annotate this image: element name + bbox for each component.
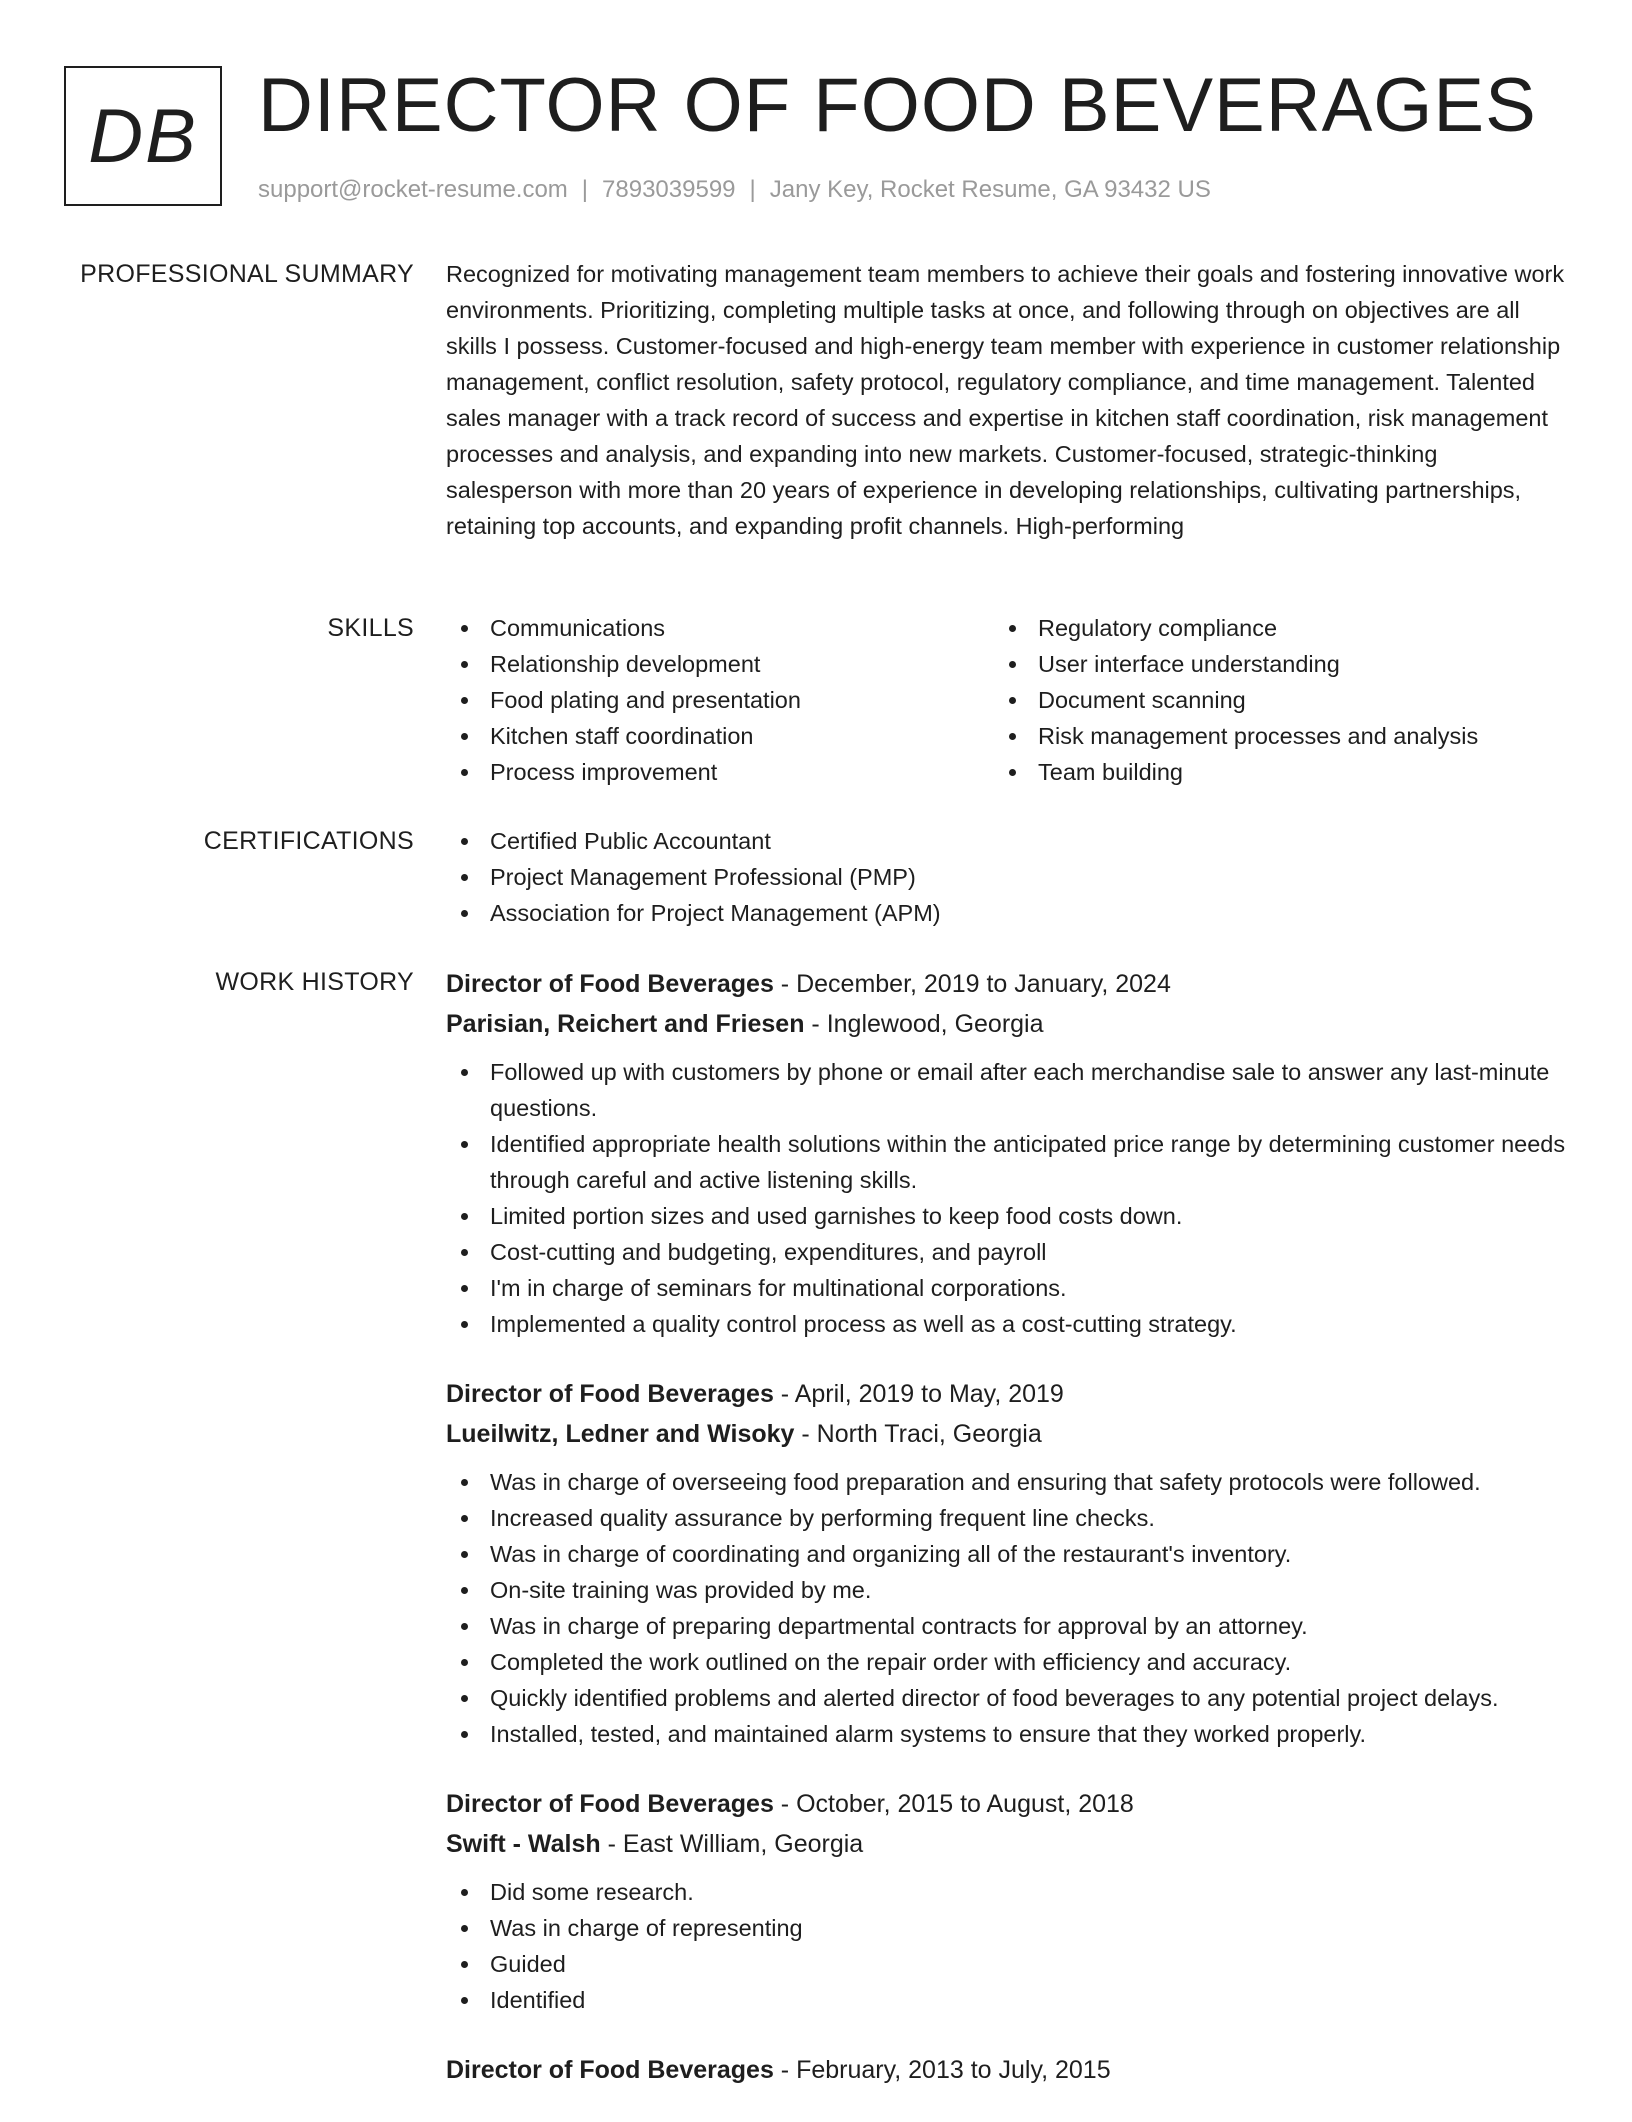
job-duty: Increased quality assurance by performing frequent line checks. (446, 1500, 1570, 1536)
job-duty: Identified (446, 1982, 1570, 2018)
job-duty: Was in charge of representing (446, 1910, 1570, 1946)
job-dates: - October, 2015 to August, 2018 (773, 1790, 1134, 1818)
job-duty: Cost-cutting and budgeting, expenditures, and payroll (446, 1234, 1570, 1270)
job-company: Lueilwitz, Ledner and Wisoky (446, 1420, 795, 1448)
summary-text: Recognized for motivating management team members to achieve their goals and fostering innovative work environments. Prioritizing, completing multiple tasks at once, and following through on objectives are all skills I possess. Customer-focused and high-energy team member with experience in customer relationship management, conflict resolution, safety protocol, regulatory compliance, and time management. Talented sales manager with a track record of success and expertise in kitchen staff coordination, risk management processes and analysis, and expanding into new markets. Customer-focused, strategic-thinking salesperson with more than 20 years of experience in developing relationships, cultivating partnerships, retaining top accounts, and expanding profit channels. High-performing (446, 261, 1565, 539)
job-duty: On-site training was provided by me. (446, 1572, 1570, 1608)
monogram-box (64, 66, 222, 206)
summary-heading: PROFESSIONAL SUMMARY (80, 260, 414, 288)
job-title-line (446, 1784, 1570, 1824)
job-title: Director of Food Beverages (446, 970, 774, 998)
job-duty: Guided (446, 1946, 1570, 1982)
job-duties (446, 1874, 1570, 2018)
job-company: Swift - Walsh (446, 1830, 601, 1858)
contact-phone: 7893039599 (602, 176, 736, 203)
resume-title: DIRECTOR OF FOOD BEVERAGES (258, 63, 1537, 148)
skill-item: Process improvement (446, 754, 994, 790)
job-company: Parisian, Reichert and Friesen (446, 1010, 805, 1038)
work-history-body (446, 964, 1570, 2122)
certification-item: Association for Project Management (APM) (446, 895, 1570, 931)
job-duty: I'm in charge of seminars for multinational corporations. (446, 1270, 1570, 1306)
job-duty: Did some research. (446, 1874, 1570, 1910)
skills-heading: SKILLS (327, 614, 414, 642)
job-company-line (446, 1004, 1570, 1044)
job-duty: Was in charge of preparing departmental contracts for approval by an attorney. (446, 1608, 1570, 1644)
contact-address: Jany Key, Rocket Resume, GA 93432 US (769, 176, 1211, 203)
job-title-line (446, 2050, 1570, 2090)
skill-item: Document scanning (994, 682, 1542, 718)
skill-item: Communications (446, 610, 994, 646)
job-dates: - April, 2019 to May, 2019 (773, 1380, 1064, 1408)
job-company-line (446, 1414, 1570, 1454)
skill-item: Kitchen staff coordination (446, 718, 994, 754)
job-location: - Inglewood, Georgia (804, 1010, 1044, 1038)
job-duty: Implemented a quality control process as well as a cost-cutting strategy. (446, 1306, 1570, 1342)
job-title-line (446, 964, 1570, 1004)
certification-item: Certified Public Accountant (446, 823, 1570, 859)
job-duties (446, 1464, 1570, 1752)
certification-item: Project Management Professional (PMP) (446, 859, 1570, 895)
certifications-heading: CERTIFICATIONS (203, 827, 414, 855)
contact-email: support@rocket-resume.com (258, 176, 568, 203)
job-title-line (446, 1374, 1570, 1414)
job-duty: Quickly identified problems and alerted director of food beverages to any potential project delays. (446, 1680, 1570, 1716)
job-duty: Followed up with customers by phone or email after each merchandise sale to answer any last-minute questions. (446, 1054, 1570, 1126)
job-title: Director of Food Beverages (446, 1380, 774, 1408)
job-duty: Installed, tested, and maintained alarm systems to ensure that they worked properly. (446, 1716, 1570, 1752)
certifications-list (446, 823, 1570, 931)
skill-item: Relationship development (446, 646, 994, 682)
job-duties (446, 1054, 1570, 1342)
certifications-body (446, 823, 1570, 931)
skill-item: Team building (994, 754, 1542, 790)
skills-list-right (994, 610, 1542, 790)
job-title: Director of Food Beverages (446, 2056, 774, 2084)
job-entry (446, 964, 1570, 1342)
job-title: Director of Food Beverages (446, 1790, 774, 1818)
job-duty: Identified appropriate health solutions within the anticipated price range by determining customer needs through careful and active listening skills. (446, 1126, 1570, 1198)
contact-separator: | (749, 176, 756, 203)
summary-body (446, 256, 1570, 544)
skills-body (446, 610, 1570, 790)
job-entry (446, 1784, 1570, 2018)
job-duty: Was in charge of overseeing food preparation and ensuring that safety protocols were followed. (446, 1464, 1570, 1500)
job-location: - East William, Georgia (600, 1830, 864, 1858)
job-duty: Was in charge of coordinating and organizing all of the restaurant's inventory. (446, 1536, 1570, 1572)
skill-item: Regulatory compliance (994, 610, 1542, 646)
monogram-initials: DB (88, 93, 198, 179)
skills-list-left (446, 610, 994, 790)
skill-item: User interface understanding (994, 646, 1542, 682)
job-duty: Completed the work outlined on the repair order with efficiency and accuracy. (446, 1644, 1570, 1680)
contact-line (258, 174, 1211, 206)
job-entry (446, 2050, 1570, 2090)
work-history-heading: WORK HISTORY (215, 968, 414, 996)
job-entry (446, 1374, 1570, 1752)
job-location: - North Traci, Georgia (794, 1420, 1042, 1448)
skill-item: Food plating and presentation (446, 682, 994, 718)
contact-separator: | (581, 176, 589, 203)
job-dates: - December, 2019 to January, 2024 (773, 970, 1171, 998)
job-duty: Limited portion sizes and used garnishes to keep food costs down. (446, 1198, 1570, 1234)
skill-item: Risk management processes and analysis (994, 718, 1542, 754)
job-company-line (446, 1824, 1570, 1864)
resume-header (64, 63, 1564, 216)
job-dates: - February, 2013 to July, 2015 (773, 2056, 1111, 2084)
